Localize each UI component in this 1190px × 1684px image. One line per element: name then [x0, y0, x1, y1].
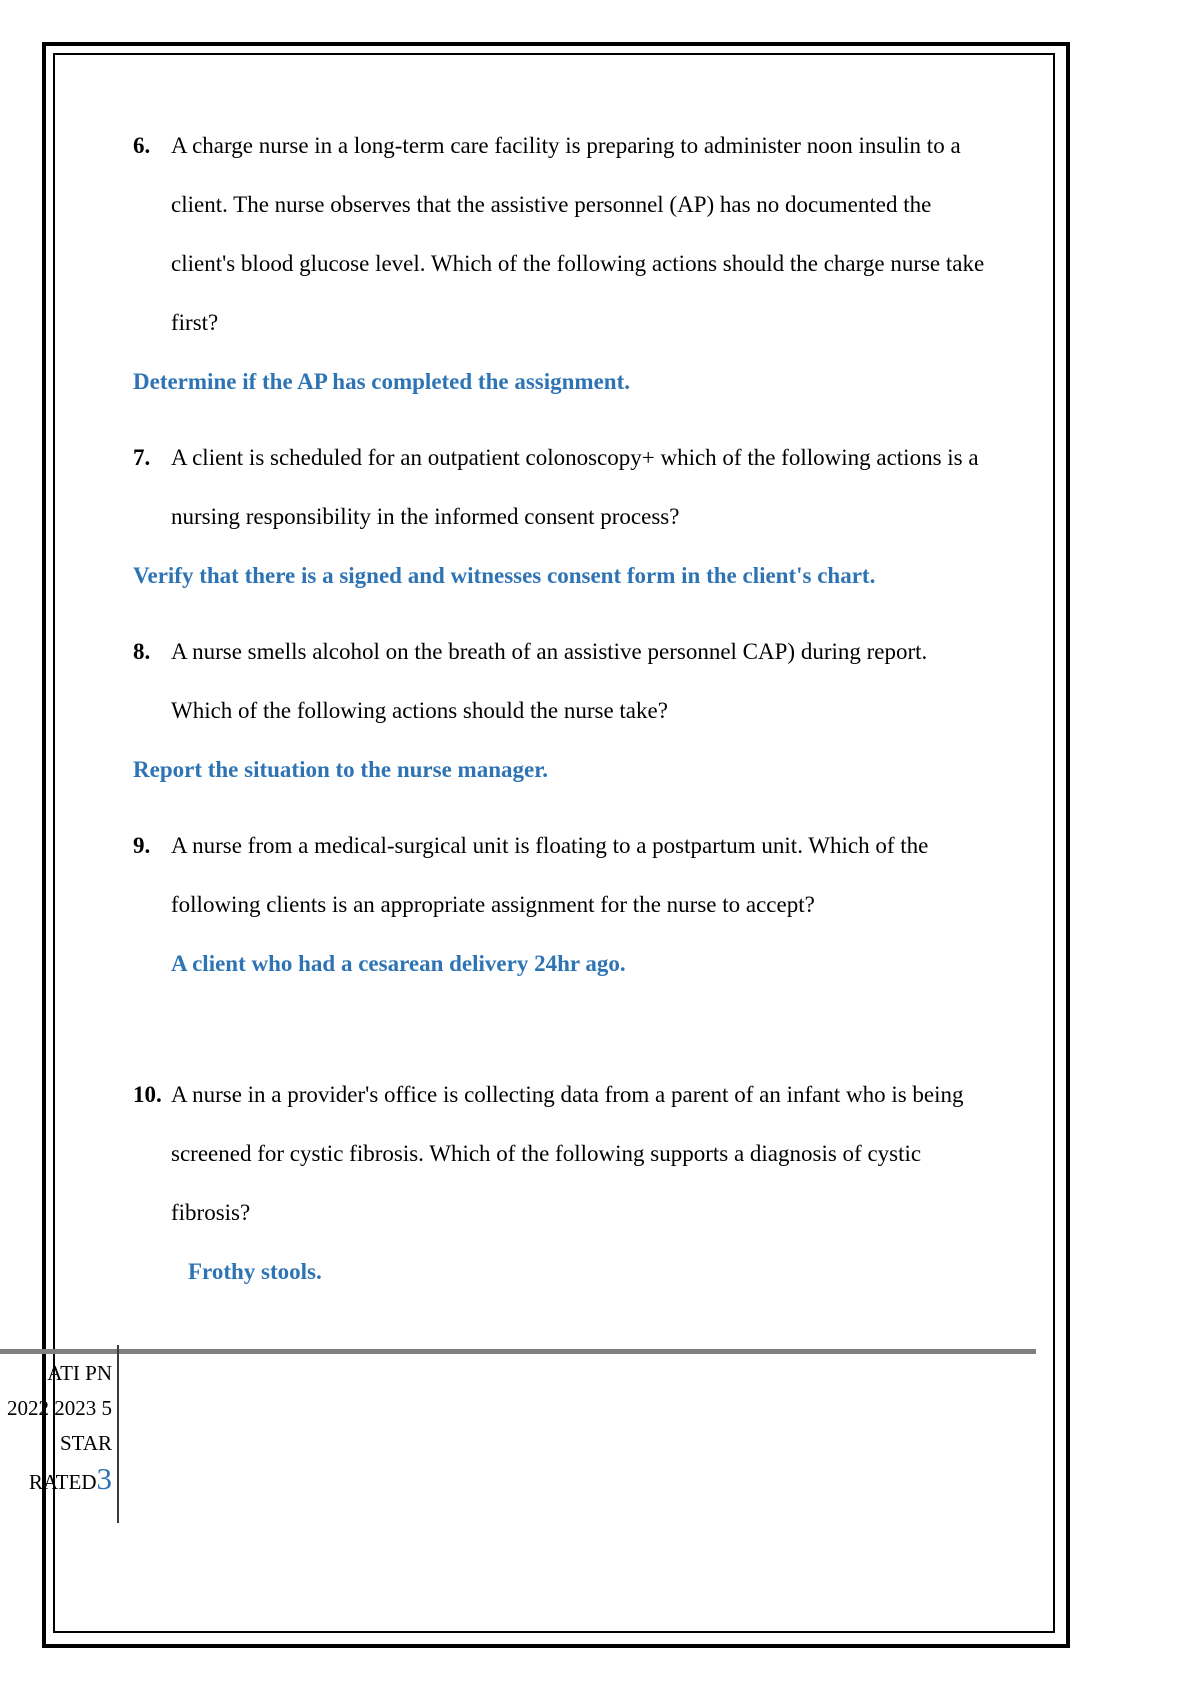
footer-watermark — [0, 1356, 112, 1500]
question-item — [133, 816, 995, 993]
footer-line-4 — [0, 1461, 112, 1500]
answer-text: Frothy stools. — [188, 1259, 322, 1284]
question-text: A charge nurse in a long-term care facility is preparing to administer noon insulin to a client. The nurse observes that the assistive personnel (AP) has no documented the client's blood glucose level. Which of the following actions should the charge nurse take first? — [171, 133, 985, 335]
footer-line-2: 2022 2023 5 — [7, 1396, 112, 1420]
question-text: A nurse from a medical-surgical unit is floating to a postpartum unit. Which of the following clients is an appropriate assignment for the nurse to accept? — [171, 833, 929, 917]
questions-list — [133, 116, 995, 1301]
question-number: 8. — [133, 639, 151, 664]
answer-text: Verify that there is a signed and witnesses consent form in the client's chart. — [133, 563, 876, 588]
question-item — [133, 428, 995, 605]
question-item — [133, 116, 995, 411]
question-text: A nurse in a provider's office is collecting data from a parent of an infant who is being screened for cystic fibrosis. Which of the following supports a diagnosis of cystic fibrosis? — [171, 1082, 964, 1225]
footer-line-3: STAR — [60, 1431, 112, 1455]
question-item — [133, 1065, 995, 1301]
question-item — [133, 622, 995, 799]
footer-line-1: ATI PN — [47, 1361, 112, 1385]
answer-text: Report the situation to the nurse manager. — [133, 757, 549, 782]
question-number: 10. — [133, 1082, 162, 1107]
question-text: A nurse smells alcohol on the breath of an assistive personnel CAP) during report. Which of the following actions should the nurse take? — [171, 639, 928, 723]
footer-rated-label: RATED — [28, 1470, 97, 1494]
footer-vertical-line — [117, 1345, 119, 1523]
question-text: A client is scheduled for an outpatient colonoscopy+ which of the following actions is a nursing responsibility in the informed consent process? — [171, 445, 979, 529]
question-number: 6. — [133, 133, 151, 158]
answer-text: A client who had a cesarean delivery 24hr ago. — [171, 951, 626, 976]
question-number: 9. — [133, 833, 151, 858]
footer-rule — [0, 1349, 1036, 1354]
answer-text: Determine if the AP has completed the assignment. — [133, 369, 630, 394]
page-number: 3 — [96, 1461, 112, 1496]
question-number: 7. — [133, 445, 151, 470]
